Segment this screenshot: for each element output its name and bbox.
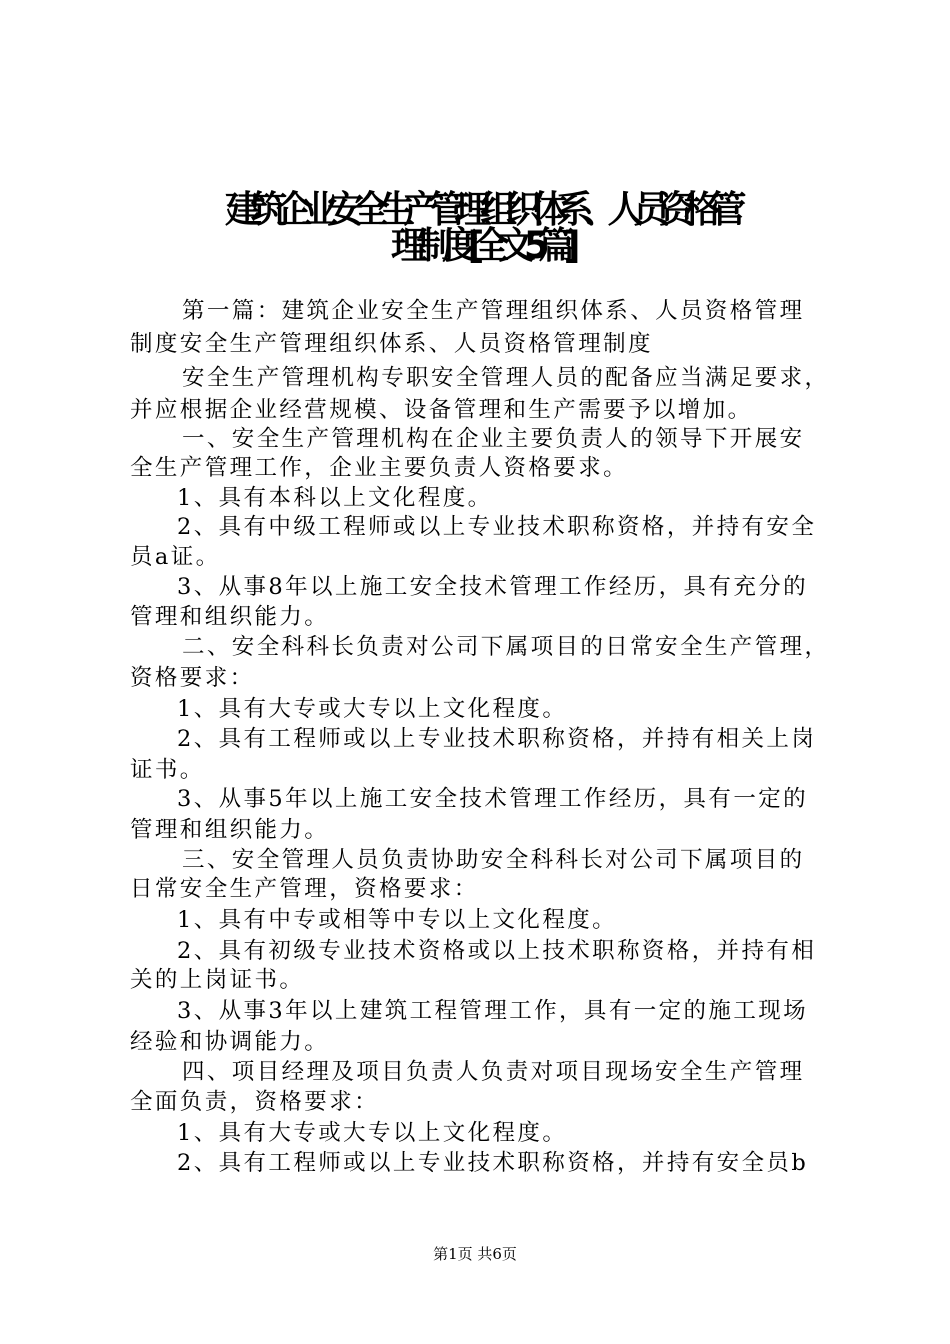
body-line-17: 3、从事5年以上施工安全技术管理工作经历，具有一定的: [177, 786, 809, 812]
body-line-26: 四、项目经理及项目负责人负责对项目现场安全生产管理: [182, 1059, 805, 1085]
body-line-22: 2、具有初级专业技术资格或以上技术职称资格，并持有相: [177, 938, 817, 964]
body-line-5: 一、安全生产管理机构在企业主要负责人的领导下开展安: [182, 426, 805, 452]
page-footer: 第1页 共6页: [433, 1245, 517, 1263]
body-line-13: 资格要求：: [130, 665, 255, 691]
body-line-24: 3、从事3年以上建筑工程管理工作，具有一定的施工现场: [177, 998, 809, 1024]
body-line-6: 全生产管理工作，企业主要负责人资格要求。: [130, 455, 629, 481]
body-line-11: 管理和组织能力。: [130, 604, 330, 630]
body-line-19: 三、安全管理人员负责协助安全科科长对公司下属项目的: [182, 847, 805, 873]
body-line-2: 制度安全生产管理组织体系、人员资格管理制度: [130, 331, 653, 357]
document-title-line-2: 理制度[全文5篇]: [390, 224, 570, 267]
body-line-21: 1、具有中专或相等中专以上文化程度。: [177, 907, 618, 933]
body-line-27: 全面负责，资格要求：: [130, 1089, 380, 1115]
body-line-7: 1、具有本科以上文化程度。: [177, 485, 493, 511]
body-line-16: 证书。: [130, 757, 205, 783]
body-line-9: 员a证。: [130, 544, 221, 570]
body-line-1: 第一篇：建筑企业安全生产管理组织体系、人员资格管理: [182, 298, 805, 324]
body-line-4: 并应根据企业经营规模、设备管理和生产需要予以增加。: [130, 397, 753, 423]
body-line-14: 1、具有大专或大专以上文化程度。: [177, 696, 568, 722]
body-line-25: 经验和协调能力。: [130, 1029, 330, 1055]
body-line-29: 2、具有工程师或以上专业技术职称资格，并持有安全员b: [177, 1150, 809, 1176]
document-title-line-1: 建筑企业安全生产管理组织体系、人员资格管: [225, 188, 735, 231]
body-line-20: 日常安全生产管理，资格要求：: [130, 876, 479, 902]
body-line-15: 2、具有工程师或以上专业技术职称资格，并持有相关上岗: [177, 726, 817, 752]
body-line-10: 3、从事8年以上施工安全技术管理工作经历，具有充分的: [177, 574, 809, 600]
body-line-18: 管理和组织能力。: [130, 817, 330, 843]
body-line-12: 二、安全科科长负责对公司下属项目的日常安全生产管理，: [182, 634, 830, 660]
body-line-28: 1、具有大专或大专以上文化程度。: [177, 1120, 568, 1146]
body-line-23: 关的上岗证书。: [130, 967, 305, 993]
body-line-3: 安全生产管理机构专职安全管理人员的配备应当满足要求，: [182, 365, 830, 391]
body-line-8: 2、具有中级工程师或以上专业技术职称资格，并持有安全: [177, 514, 817, 540]
